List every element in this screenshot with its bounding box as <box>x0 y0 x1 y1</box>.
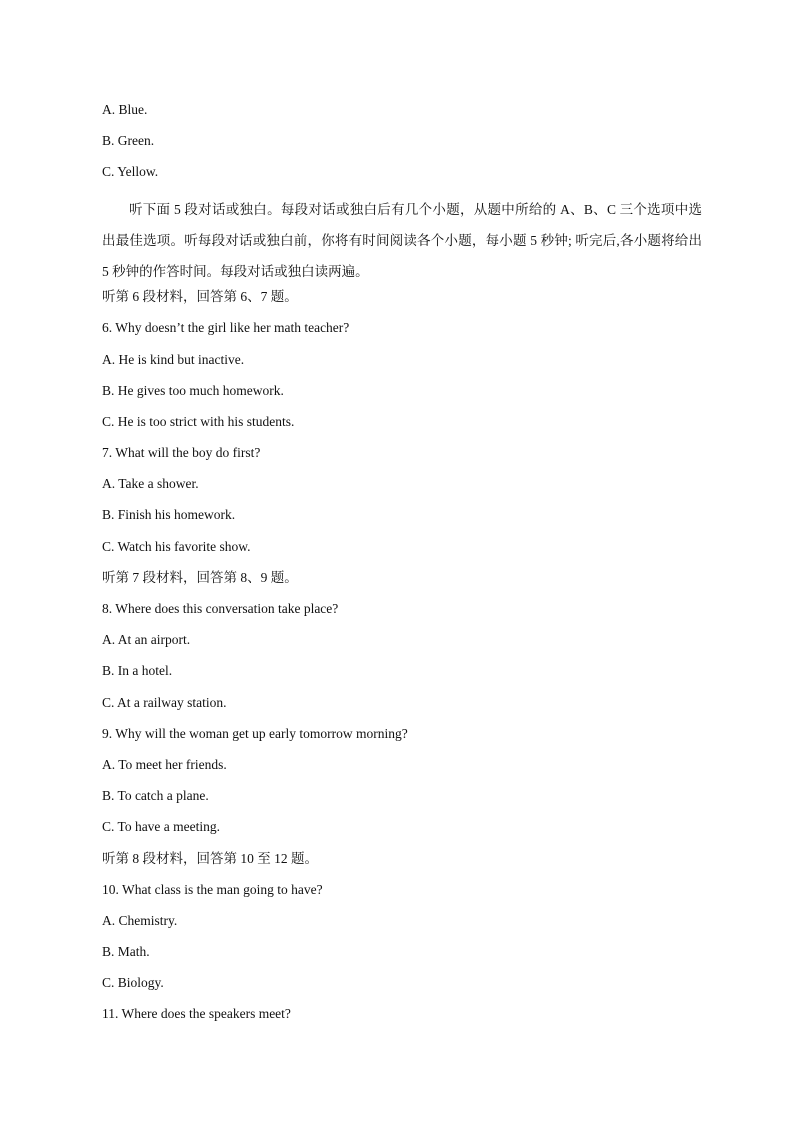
option-b: B. He gives too much homework. <box>102 382 284 398</box>
option-b: B. In a hotel. <box>102 663 173 679</box>
document-page <box>102 100 702 1036</box>
question-6: 6. Why doesn’t the girl like her math teacher? <box>102 320 350 336</box>
option-a: A. To meet her friends. <box>102 756 227 772</box>
option-b: B. Green. <box>102 133 155 149</box>
section-instructions: 听下面 5 段对话或独白。每段对话或独白后有几个小题，从题中所给的 A、B、C 三个选项中选出最佳选项。听每段对话或独白前，你将有时间阅读各个小题，每小题 5 秒钟; 听完后,各小题将给出 5 秒钟的作答时间。每段对话或独白读两遍。 <box>102 201 702 279</box>
option-b: B. Math. <box>102 944 150 960</box>
material-7-heading: 听第 7 段材料，回答第 8、9 题。 <box>102 569 298 585</box>
option-b: B. Finish his homework. <box>102 507 236 523</box>
option-b: B. To catch a plane. <box>102 788 209 804</box>
option-c: C. At a railway station. <box>102 694 227 710</box>
questions-list <box>102 287 702 1036</box>
option-c: C. Biology. <box>102 975 164 991</box>
question-7: 7. What will the boy do first? <box>102 445 261 461</box>
question-10: 10. What class is the man going to have? <box>102 881 323 897</box>
option-a: A. He is kind but inactive. <box>102 351 245 367</box>
material-8-heading: 听第 8 段材料，回答第 10 至 12 题。 <box>102 850 318 866</box>
question5-options <box>102 100 702 194</box>
option-a: A. Chemistry. <box>102 912 178 928</box>
option-a: A. Blue. <box>102 102 148 117</box>
option-c: C. He is too strict with his students. <box>102 413 295 429</box>
question-11: 11. Where does the speakers meet? <box>102 1006 291 1022</box>
question-8: 8. Where does this conversation take place? <box>102 601 339 617</box>
option-a: A. At an airport. <box>102 632 191 648</box>
question-9: 9. Why will the woman get up early tomorrow morning? <box>102 725 408 741</box>
option-c: C. Yellow. <box>102 164 159 180</box>
option-c: C. Watch his favorite show. <box>102 538 251 554</box>
option-c: C. To have a meeting. <box>102 819 221 835</box>
option-a: A. Take a shower. <box>102 476 199 492</box>
material-6-heading: 听第 6 段材料，回答第 6、7 题。 <box>102 289 298 305</box>
